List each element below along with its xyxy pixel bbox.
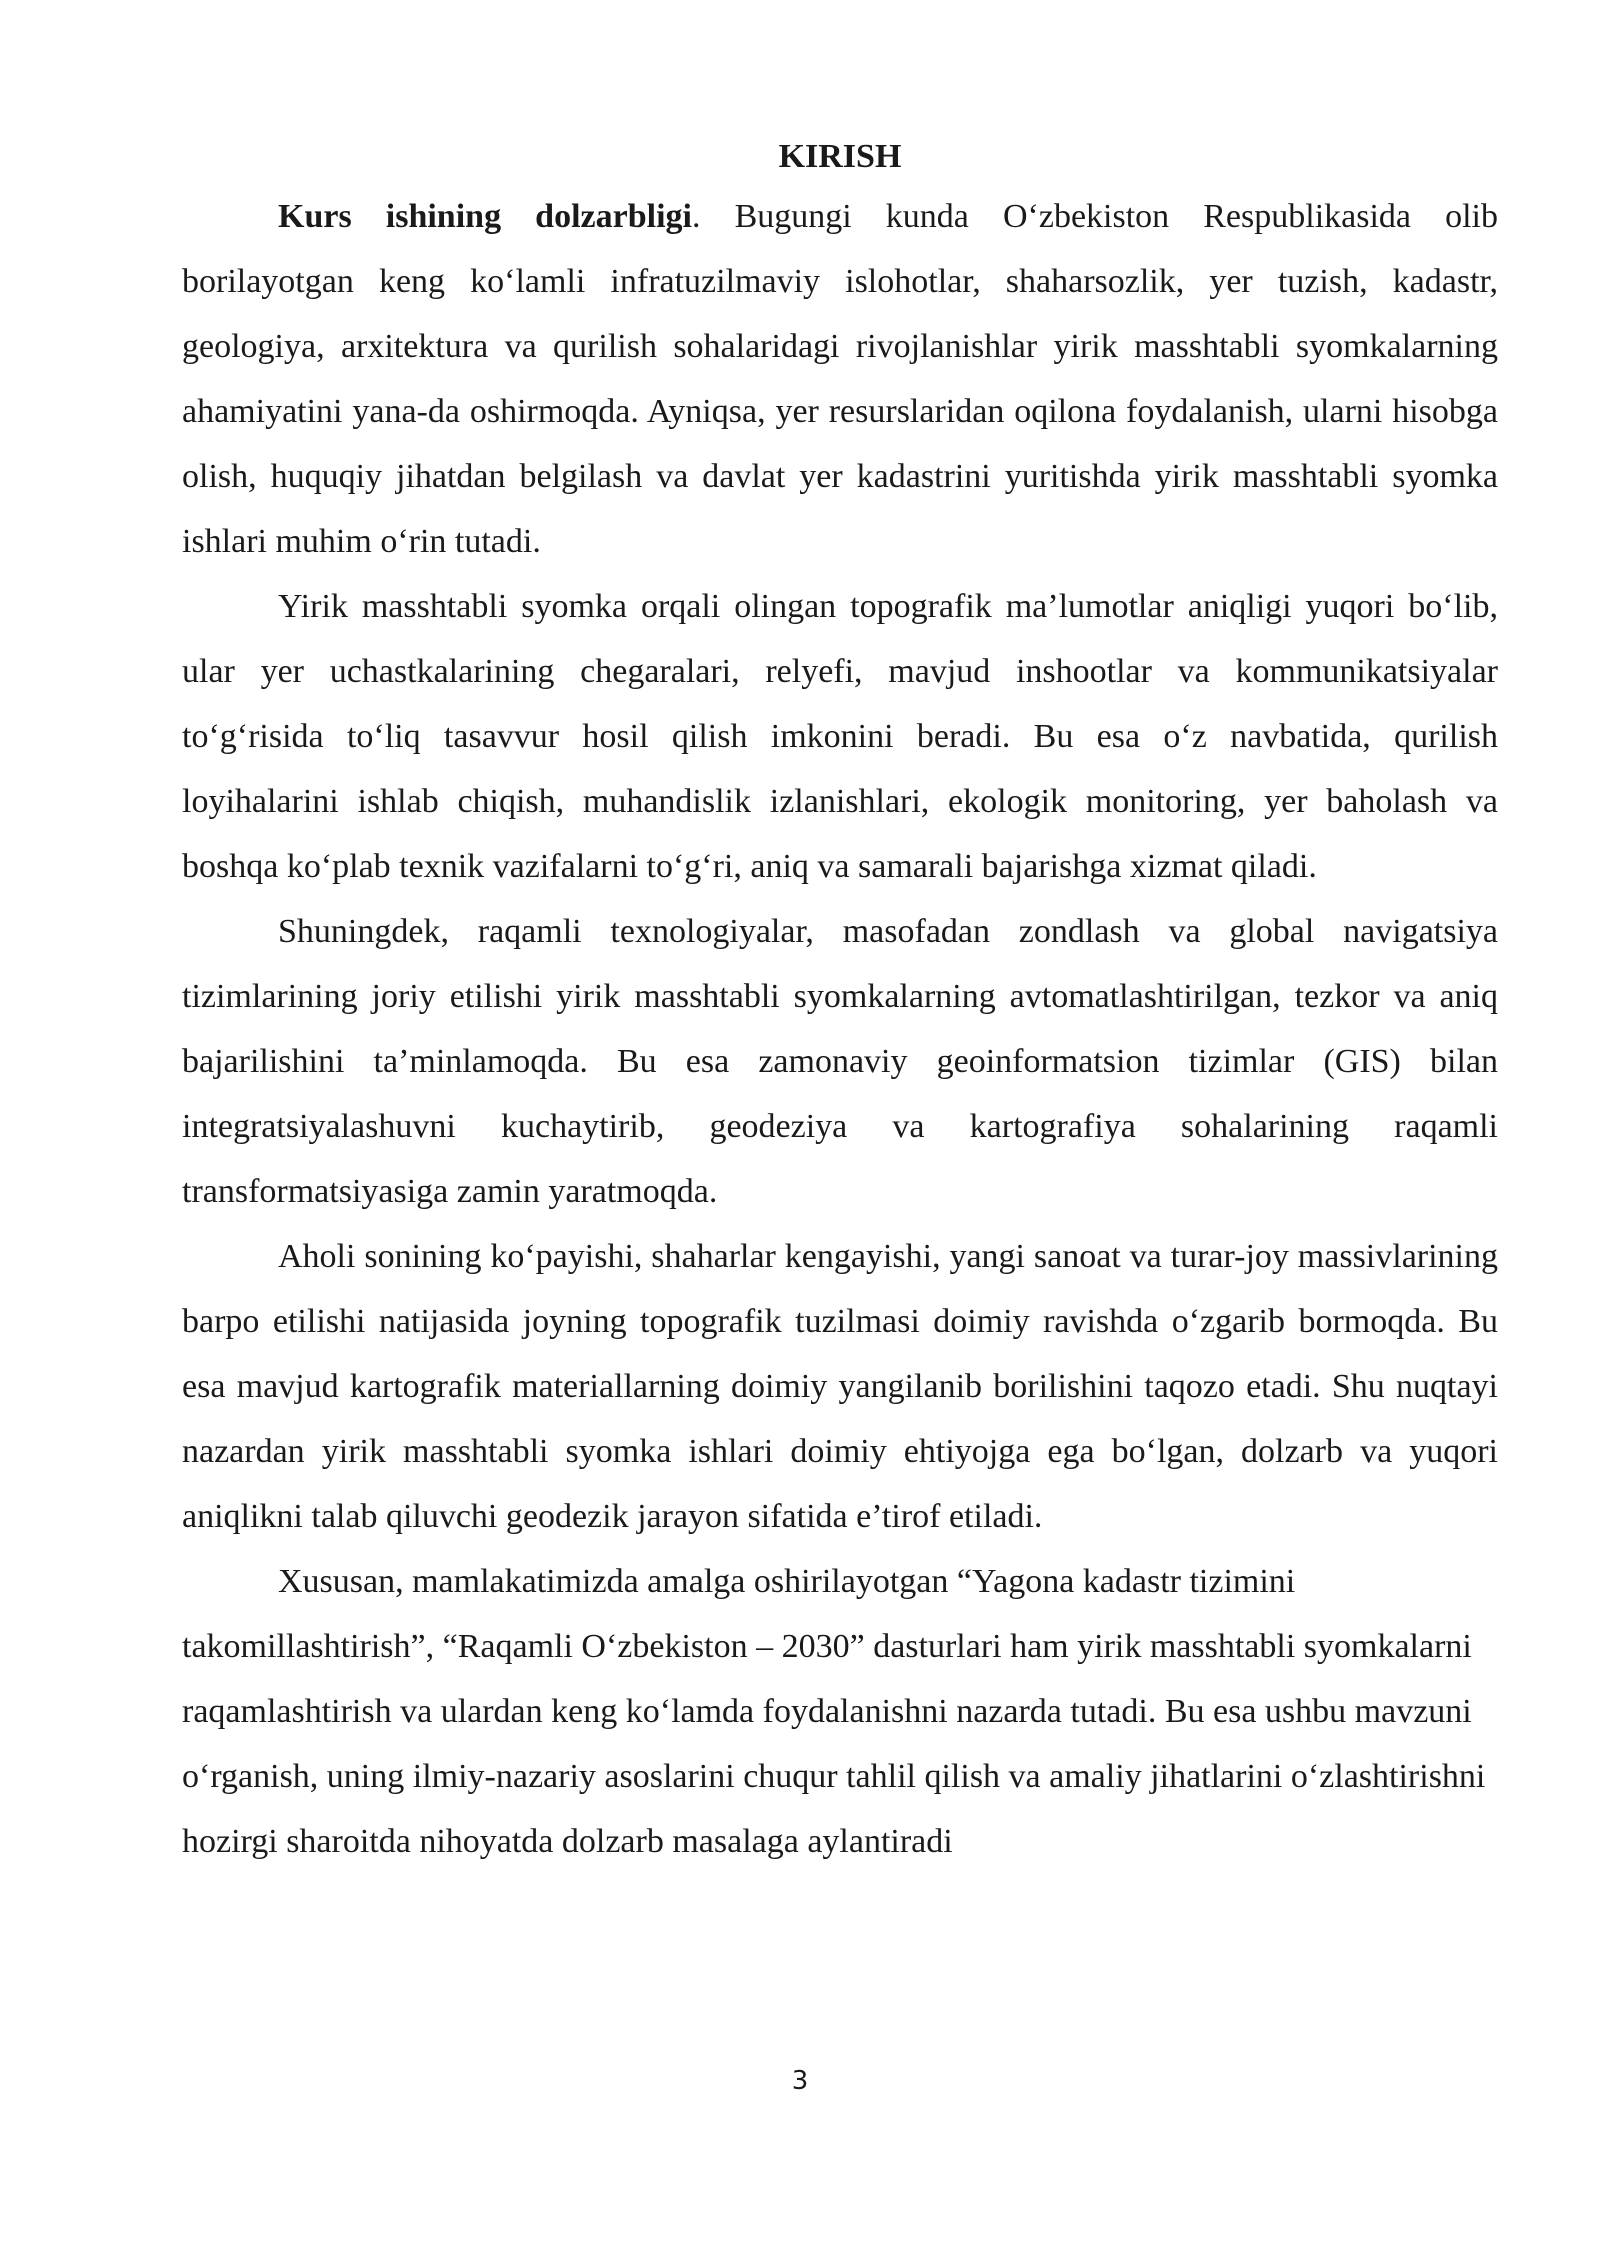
page-number: 3 [791, 2066, 809, 2096]
paragraph-text: . Bugungi kunda O‘zbekiston Respublikasida olib borilayotgan keng ko‘lamli infratuzilmaviy islohotlar, shaharsozlik, yer tuzish, kadastr, geologiya, arxitektura va qurilish sohalaridagi rivojlanishlar yirik masshtabli syomkalarning ahamiyatini yana-da oshirmoqda. Ayniqsa, yer resurslaridan oqilona foydalanish, ularni hisobga olish, huquqiy jihatdan belgilash va davlat yer kadastrini yuritishda yirik masshtabli syomka ishlari muhim o‘rin tutadi. [182, 198, 1499, 560]
paragraph-population-growth: Aholi sonining ko‘payishi, shaharlar kengayishi, yangi sanoat va turar-joy massivlarining barpo etilishi natijasida joyning topografik tuzilmasi doimiy ravishda o‘zgarib bormoqda. Bu esa mavjud kartografik materiallarning doimiy yangilanib borilishini taqozo etadi. Shu nuqtayi nazardan yirik masshtabli syomka ishlari doimiy ehtiyojga ega bo‘lgan, dolzarb va yuqori aniqlikni talab qiluvchi geodezik jarayon sifatida e’tirof etiladi. [182, 1238, 1498, 1535]
paragraph-digital-technologies: Shuningdek, raqamli texnologiyalar, masofadan zondlash va global navigatsiya tizimlarining joriy etilishi yirik masshtabli syomkalarning avtomatlashtirilgan, tezkor va aniq bajarilishini ta’minlamoqda. Bu esa zamonaviy geoinformatsion tizimlar (GIS) bilan integratsiyalashuvni kuchaytirib, geodeziya va kartografiya sohalarining raqamli transformatsiyasiga zamin yaratmoqda. [182, 913, 1498, 1210]
page-body [182, 130, 1498, 1874]
paragraph-lead: Kurs ishining dolzarbligi [278, 198, 692, 235]
paragraph-state-programs: Xususan, mamlakatimizda amalga oshirilayotgan “Yagona kadastr tizimini takomillashtirish”, “Raqamli O‘zbekiston – 2030” dasturlari ham yirik masshtabli syomkalarni raqamlashtirish va ulardan keng ko‘lamda foydalanishni nazarda tutadi. Bu esa ushbu mavzuni o‘rganish, uning ilmiy-nazariy asoslarini chuqur tahlil qilish va amaliy jihatlarini o‘zlashtirishni hozirgi sharoitda nihoyatda dolzarb masalaga aylantiradi [182, 1563, 1486, 1860]
paragraph-relevance [182, 184, 1498, 574]
section-heading: KIRISH [778, 138, 902, 175]
paragraph-topographic-data: Yirik masshtabli syomka orqali olingan topografik ma’lumotlar aniqligi yuqori bo‘lib, ular yer uchastkalarining chegaralari, relyefi, mavjud inshootlar va kommunikatsiyalar to‘g‘risida to‘liq tasavvur hosil qilish imkonini beradi. Bu esa o‘z navbatida, qurilish loyihalarini ishlab chiqish, muhandislik izlanishlari, ekologik monitoring, yer baholash va boshqa ko‘plab texnik vazifalarni to‘g‘ri, aniq va samarali bajarishga xizmat qiladi. [182, 588, 1498, 885]
